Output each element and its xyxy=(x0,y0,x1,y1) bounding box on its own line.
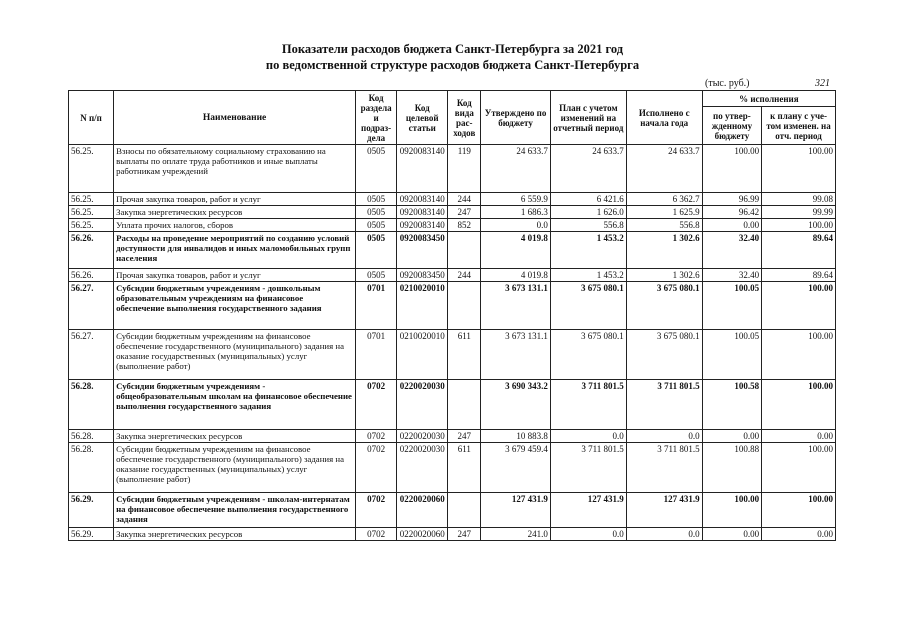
row-pct-approved: 100.88 xyxy=(702,443,761,493)
row-target-code: 0220020060 xyxy=(397,493,448,528)
row-executed: 127 431.9 xyxy=(626,493,702,528)
row-name: Закупка энергетических ресурсов xyxy=(114,206,356,219)
row-pct-approved: 100.00 xyxy=(702,493,761,528)
row-target-code: 0210020010 xyxy=(397,282,448,330)
header-percent-group: % исполнения xyxy=(702,91,835,107)
row-plan: 3 675 080.1 xyxy=(550,330,626,380)
header-executed: Исполнено с начала года xyxy=(626,91,702,145)
row-name: Уплата прочих налогов, сборов xyxy=(114,219,356,232)
row-number: 56.25. xyxy=(69,145,114,193)
row-number: 56.27. xyxy=(69,282,114,330)
row-executed: 6 362.7 xyxy=(626,193,702,206)
row-kind-code: 247 xyxy=(448,430,481,443)
row-pct-plan: 100.00 xyxy=(762,330,836,380)
row-pct-approved: 32.40 xyxy=(702,269,761,282)
row-approved: 1 686.3 xyxy=(481,206,551,219)
row-pct-plan: 99.99 xyxy=(762,206,836,219)
header-pct-approved: по утвер-жденному бюджету xyxy=(702,107,761,145)
row-number: 56.26. xyxy=(69,269,114,282)
row-pct-plan: 89.64 xyxy=(762,232,836,269)
row-pct-plan: 100.00 xyxy=(762,380,836,430)
row-section-code: 0505 xyxy=(356,193,397,206)
row-pct-approved: 100.00 xyxy=(702,145,761,193)
row-name: Субсидии бюджетным учреждениям - школам-интернатам на финансовое обеспечение выполнения государственного задания xyxy=(114,493,356,528)
row-number: 56.27. xyxy=(69,330,114,380)
table-row xyxy=(69,330,836,380)
row-number: 56.29. xyxy=(69,493,114,528)
row-plan: 6 421.6 xyxy=(550,193,626,206)
row-section-code: 0702 xyxy=(356,380,397,430)
row-pct-approved: 100.58 xyxy=(702,380,761,430)
row-target-code: 0920083140 xyxy=(397,145,448,193)
row-executed: 1 302.6 xyxy=(626,232,702,269)
row-pct-approved: 0.00 xyxy=(702,528,761,541)
row-pct-approved: 100.05 xyxy=(702,330,761,380)
row-section-code: 0702 xyxy=(356,430,397,443)
row-executed: 3 711 801.5 xyxy=(626,380,702,430)
row-kind-code xyxy=(448,282,481,330)
header-kind: Код вида рас-ходов xyxy=(448,91,481,145)
row-kind-code: 244 xyxy=(448,193,481,206)
row-section-code: 0701 xyxy=(356,282,397,330)
row-kind-code: 611 xyxy=(448,330,481,380)
row-number: 56.26. xyxy=(69,232,114,269)
row-section-code: 0702 xyxy=(356,493,397,528)
row-name: Прочая закупка товаров, работ и услуг xyxy=(114,269,356,282)
row-executed: 24 633.7 xyxy=(626,145,702,193)
row-approved: 6 559.9 xyxy=(481,193,551,206)
row-approved: 3 673 131.1 xyxy=(481,330,551,380)
row-target-code: 0220020060 xyxy=(397,528,448,541)
row-name: Взносы по обязательному социальному страхованию на выплаты по оплате труда работников и иные выплаты работникам учреждений xyxy=(114,145,356,193)
row-plan: 0.0 xyxy=(550,430,626,443)
row-pct-plan: 100.00 xyxy=(762,145,836,193)
page-number: 321 xyxy=(815,78,830,89)
row-executed: 556.8 xyxy=(626,219,702,232)
row-approved: 127 431.9 xyxy=(481,493,551,528)
table-row xyxy=(69,145,836,193)
row-executed: 3 675 080.1 xyxy=(626,330,702,380)
row-number: 56.29. xyxy=(69,528,114,541)
row-pct-plan: 100.00 xyxy=(762,443,836,493)
row-pct-plan: 99.08 xyxy=(762,193,836,206)
document-title: Показатели расходов бюджета Санкт-Петербурга за 2021 год xyxy=(281,42,624,56)
row-kind-code: 247 xyxy=(448,528,481,541)
row-pct-plan: 100.00 xyxy=(762,219,836,232)
row-plan: 556.8 xyxy=(550,219,626,232)
units-label: (тыс. руб.) xyxy=(705,78,750,89)
table-row xyxy=(69,528,836,541)
row-approved: 4 019.8 xyxy=(481,269,551,282)
row-section-code: 0702 xyxy=(356,528,397,541)
row-target-code: 0920083140 xyxy=(397,219,448,232)
row-name: Расходы на проведение мероприятий по созданию условий доступности для инвалидов и иных маломобильных групп населения xyxy=(114,232,356,269)
row-section-code: 0505 xyxy=(356,219,397,232)
row-section-code: 0505 xyxy=(356,232,397,269)
row-approved: 10 883.8 xyxy=(481,430,551,443)
row-number: 56.25. xyxy=(69,193,114,206)
row-executed: 0.0 xyxy=(626,528,702,541)
row-plan: 24 633.7 xyxy=(550,145,626,193)
row-approved: 241.0 xyxy=(481,528,551,541)
row-target-code: 0220020030 xyxy=(397,380,448,430)
header-name: Наименование xyxy=(114,91,356,145)
table-row xyxy=(69,430,836,443)
row-number: 56.25. xyxy=(69,206,114,219)
row-name: Закупка энергетических ресурсов xyxy=(114,528,356,541)
row-section-code: 0702 xyxy=(356,443,397,493)
table-row xyxy=(69,443,836,493)
row-pct-approved: 96.42 xyxy=(702,206,761,219)
row-pct-plan: 100.00 xyxy=(762,282,836,330)
header-pct-plan: к плану с уче-том изменен. на отч. период xyxy=(762,107,836,145)
row-kind-code: 247 xyxy=(448,206,481,219)
row-target-code: 0220020030 xyxy=(397,430,448,443)
row-section-code: 0701 xyxy=(356,330,397,380)
row-target-code: 0920083450 xyxy=(397,269,448,282)
header-approved: Утверждено по бюджету xyxy=(481,91,551,145)
row-kind-code: 119 xyxy=(448,145,481,193)
row-number: 56.28. xyxy=(69,380,114,430)
table-row xyxy=(69,206,836,219)
table-row xyxy=(69,493,836,528)
row-target-code: 0920083140 xyxy=(397,193,448,206)
header-plan: План с учетом изменений на отчетный период xyxy=(550,91,626,145)
row-plan: 1 626.0 xyxy=(550,206,626,219)
row-section-code: 0505 xyxy=(356,206,397,219)
row-plan: 3 675 080.1 xyxy=(550,282,626,330)
row-target-code: 0920083140 xyxy=(397,206,448,219)
row-executed: 1 625.9 xyxy=(626,206,702,219)
row-kind-code: 852 xyxy=(448,219,481,232)
row-approved: 0.0 xyxy=(481,219,551,232)
table-row xyxy=(69,232,836,269)
row-name: Субсидии бюджетным учреждениям - общеобразовательным школам на финансовое обеспечение выполнения государственного задания xyxy=(114,380,356,430)
row-plan: 1 453.2 xyxy=(550,232,626,269)
budget-table xyxy=(68,90,836,541)
row-kind-code xyxy=(448,232,481,269)
row-kind-code: 244 xyxy=(448,269,481,282)
row-pct-approved: 0.00 xyxy=(702,219,761,232)
row-pct-plan: 0.00 xyxy=(762,430,836,443)
row-section-code: 0505 xyxy=(356,269,397,282)
row-plan: 0.0 xyxy=(550,528,626,541)
row-kind-code xyxy=(448,493,481,528)
header-section: Код раздела и подраз-дела xyxy=(356,91,397,145)
row-plan: 1 453.2 xyxy=(550,269,626,282)
row-number: 56.25. xyxy=(69,219,114,232)
row-plan: 127 431.9 xyxy=(550,493,626,528)
row-section-code: 0505 xyxy=(356,145,397,193)
row-executed: 3 711 801.5 xyxy=(626,443,702,493)
row-name: Субсидии бюджетным учреждениям - дошкольным образовательным учреждениям на финансовое обеспечение выполнения государственного задания xyxy=(114,282,356,330)
row-pct-approved: 96.99 xyxy=(702,193,761,206)
header-target: Код целевой статьи xyxy=(397,91,448,145)
row-approved: 4 019.8 xyxy=(481,232,551,269)
row-approved: 3 690 343.2 xyxy=(481,380,551,430)
row-number: 56.28. xyxy=(69,430,114,443)
row-name: Закупка энергетических ресурсов xyxy=(114,430,356,443)
row-approved: 3 673 131.1 xyxy=(481,282,551,330)
row-target-code: 0210020010 xyxy=(397,330,448,380)
row-target-code: 0220020030 xyxy=(397,443,448,493)
row-pct-approved: 100.05 xyxy=(702,282,761,330)
row-pct-plan: 89.64 xyxy=(762,269,836,282)
table-row xyxy=(69,219,836,232)
row-name: Субсидии бюджетным учреждениям на финансовое обеспечение государственного (муниципального) задания на оказание государственных (муниципальных) услуг (выполнение работ) xyxy=(114,443,356,493)
row-pct-plan: 0.00 xyxy=(762,528,836,541)
table-row xyxy=(69,380,836,430)
table-row xyxy=(69,282,836,330)
row-kind-code xyxy=(448,380,481,430)
row-plan: 3 711 801.5 xyxy=(550,443,626,493)
row-executed: 0.0 xyxy=(626,430,702,443)
row-pct-approved: 0.00 xyxy=(702,430,761,443)
row-executed: 3 675 080.1 xyxy=(626,282,702,330)
header-num: N п/п xyxy=(69,91,114,145)
row-target-code: 0920083450 xyxy=(397,232,448,269)
row-name: Прочая закупка товаров, работ и услуг xyxy=(114,193,356,206)
row-approved: 3 679 459.4 xyxy=(481,443,551,493)
table-row xyxy=(69,269,836,282)
row-executed: 1 302.6 xyxy=(626,269,702,282)
document-subtitle: по ведомственной структуре расходов бюджета Санкт-Петербурга xyxy=(265,58,640,72)
row-approved: 24 633.7 xyxy=(481,145,551,193)
table-row xyxy=(69,193,836,206)
row-number: 56.28. xyxy=(69,443,114,493)
row-kind-code: 611 xyxy=(448,443,481,493)
row-pct-plan: 100.00 xyxy=(762,493,836,528)
row-pct-approved: 32.40 xyxy=(702,232,761,269)
row-name: Субсидии бюджетным учреждениям на финансовое обеспечение государственного (муниципального) задания на оказание государственных (муниципальных) услуг (выполнение работ) xyxy=(114,330,356,380)
row-plan: 3 711 801.5 xyxy=(550,380,626,430)
